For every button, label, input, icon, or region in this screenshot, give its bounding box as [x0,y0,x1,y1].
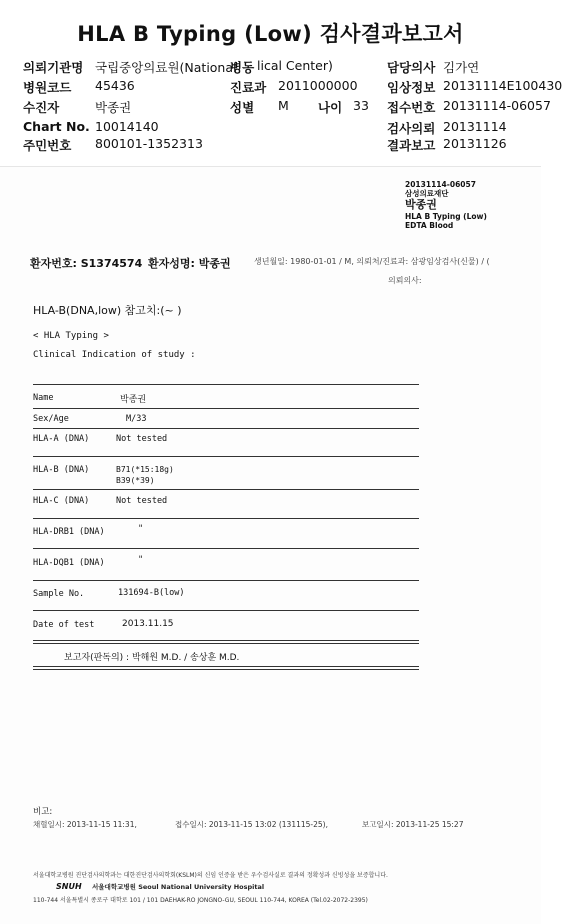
divider [33,489,419,490]
sticker-patient-name: 박종권 [405,198,437,211]
doctor-label: 담당의사 [387,60,436,75]
rrn-label: 주민번호 [23,138,72,153]
row-label: HLA-DRB1 (DNA) [33,527,105,537]
examinee-label: 수진자 [23,100,60,115]
reporter-line: 보고자(판독의) : 박해원 M.D. / 송상훈 M.D. [64,653,240,663]
row-label: Name [33,393,54,403]
divider [33,580,419,581]
row-value: B71(*15:18g) [116,465,174,474]
remarks-label: 비고: [33,807,53,817]
divider [33,666,419,667]
hospital-name: 서울대학교병원 Seoul National University Hospital [92,883,265,891]
row-label: HLA-C (DNA) [33,496,90,506]
doctor-value: 김가연 [443,60,480,75]
report-title: HLA B Typing (Low) 검사결과보고서 [77,22,464,46]
institution-value: 국립중앙의료원(National [95,60,237,75]
row-value: 2013.11.15 [122,619,174,629]
referring-doctor: 의뢰의사: [388,276,422,285]
row-value: " [138,555,144,565]
row-label: HLA-B (DNA) [33,465,90,475]
dept-overlap-text: lical Center) [257,58,333,73]
row-value: M/33 [126,414,147,424]
rrn-value: 800101-1352313 [95,136,203,151]
clinic-value: 2011000000 [278,78,358,93]
divider [33,428,419,429]
certification-notice: 서울대학교병원 진단검사의학과는 대한진단검사의학회(KSLM)의 신임 인증을 받은 우수검사실로 결과의 정확성과 신빙성을 보증합니다. [33,872,388,879]
report-heading: HLA-B(DNA,low) 참고치:(~ ) [33,304,182,317]
receipt-label: 접수번호 [387,100,436,115]
sticker-line-1: 20131114-06057 [405,180,476,189]
divider [33,518,419,519]
examinee-value: 박종권 [95,100,132,115]
chart-value: 10014140 [95,119,159,134]
receipt-value: 20131114-06057 [443,98,551,113]
report-date-value: 20131126 [443,136,507,151]
hospital-code-label: 병원코드 [23,80,72,95]
institution-label: 의뢰기관명 [23,60,84,75]
row-value: Not tested [116,496,168,506]
divider [33,669,419,670]
scanned-report [0,166,541,924]
hospital-address: 110-744 서울특별시 종로구 대학로 101 / 101 DAEHAK-RO JONGNO-GU, SEOUL 110-744, KOREA (Tel.02-2072-2395) [33,897,368,904]
row-value: 131694-B(low) [118,588,185,598]
clinical-indication: Clinical Indication of study : [33,350,196,360]
reported-time: 보고일시: 2013-11-25 15:27 [362,820,464,829]
sex-label: 성별 [230,100,255,115]
divider [33,408,419,409]
received-time: 접수일시: 2013-11-15 13:02 (131115-25), [175,820,328,829]
age-value: 33 [353,98,369,113]
request-value: 20131114 [443,119,507,134]
row-label: HLA-A (DNA) [33,434,90,444]
divider [33,610,419,611]
row-label: Sample No. [33,589,85,599]
divider [33,643,419,644]
divider [33,384,419,385]
row-value: Not tested [116,434,168,444]
sticker-line-4: HLA B Typing (Low) [405,212,487,221]
hospital-code-value: 45436 [95,78,135,93]
specimen-sticker [405,180,487,230]
row-value: " [138,524,144,534]
divider [33,456,419,457]
patient-name: 환자성명: 박종권 [148,257,231,270]
age-label: 나이 [318,100,343,115]
row-label: Sex/Age [33,414,69,424]
clinic-label: 진료과 [230,80,267,95]
sex-value: M [278,98,289,113]
dept-label: 병동 [230,60,255,75]
divider [33,640,419,641]
clinical-info-value: 20131114E100430 [443,78,562,93]
row-value-2: B39(*39) [116,476,155,485]
patient-birth-referral: 생년월일: 1980-01-01 / M, 의뢰처/진료과: 삼광임상검사(신물) / ( [254,257,490,266]
request-label: 검사의뢰 [387,121,436,136]
patient-id: 환자번호: S1374574 [30,257,143,270]
divider [33,548,419,549]
report-date-label: 결과보고 [387,138,436,153]
chart-label: Chart No. [23,119,90,134]
section-title: < HLA Typing > [33,331,109,341]
clinical-info-label: 임상정보 [387,80,436,95]
sticker-line-5: EDTA Blood [405,221,454,230]
row-label: HLA-DQB1 (DNA) [33,558,105,568]
snuh-logo: SNUH [56,882,82,891]
row-label: Date of test [33,620,95,630]
row-value: 박종권 [120,395,147,405]
sticker-line-2: 삼성의료재단 [405,189,449,198]
collected-time: 채혈일시: 2013-11-15 11:31, [33,820,137,829]
